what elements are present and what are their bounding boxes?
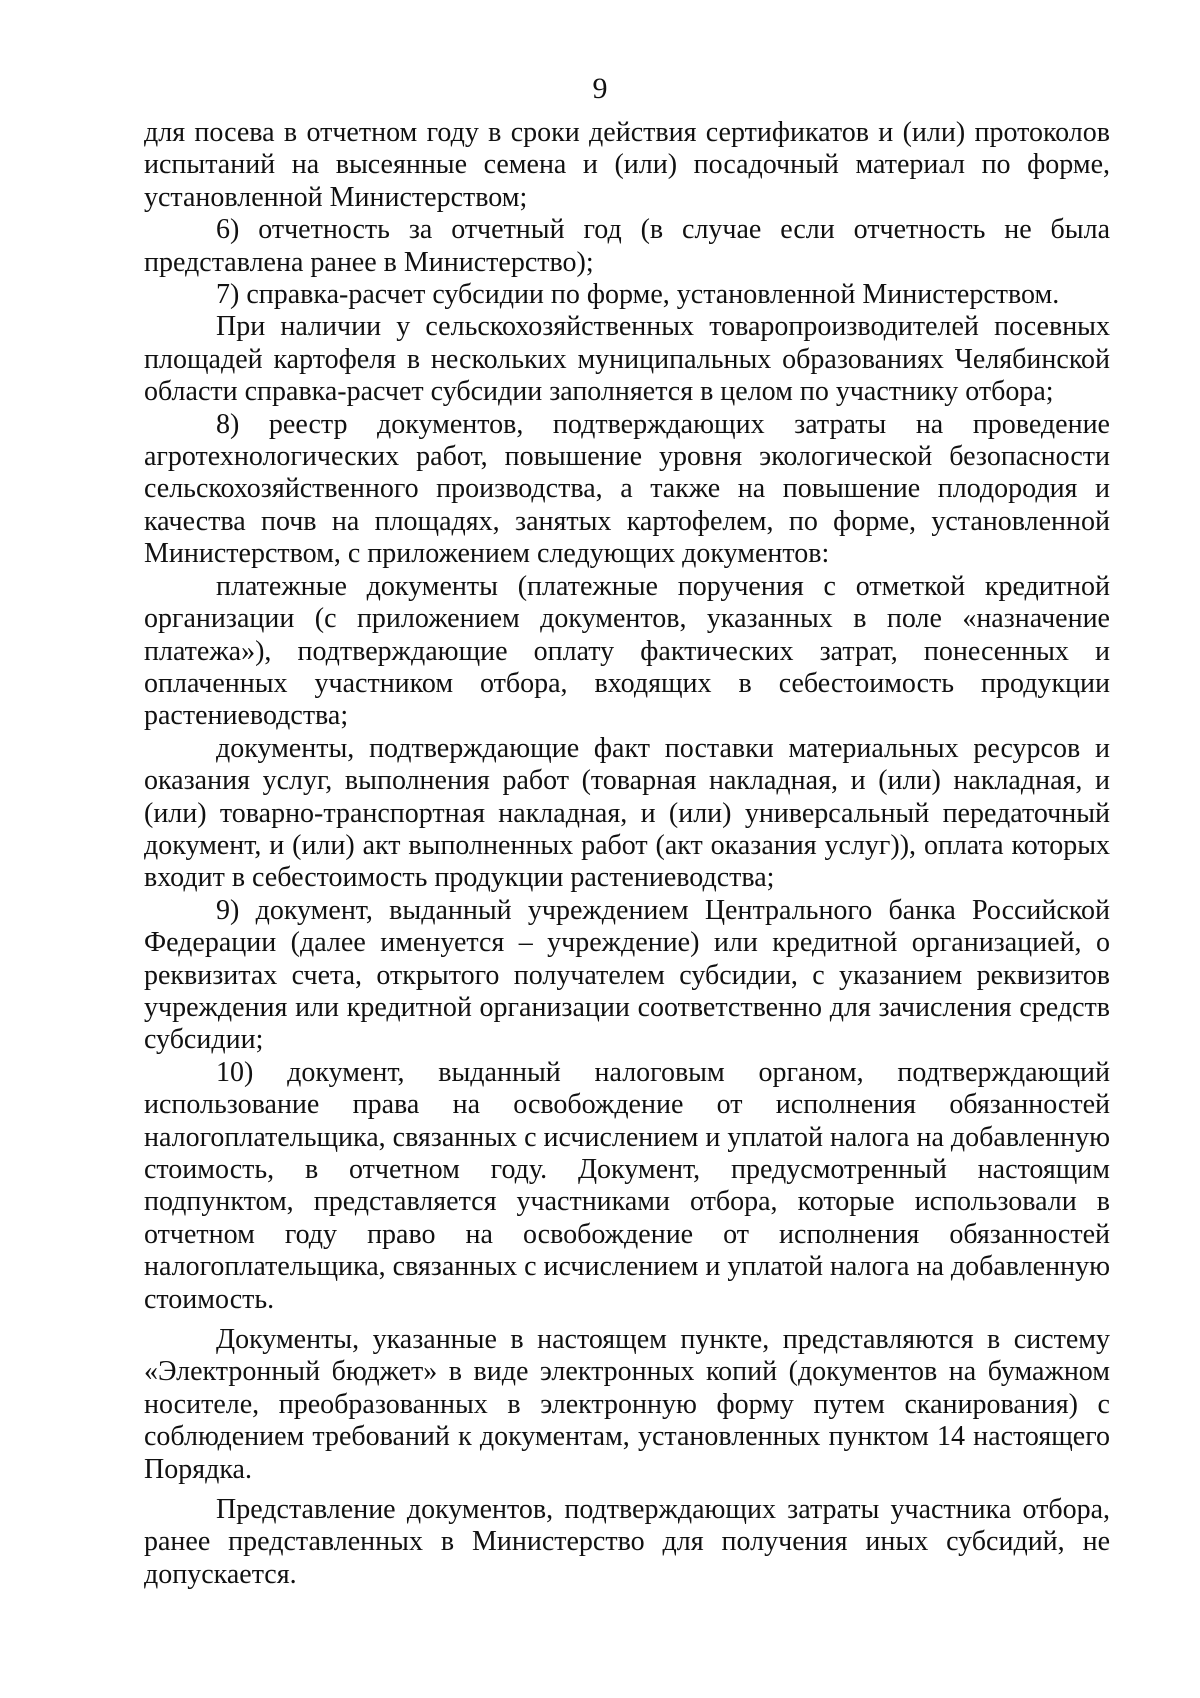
document-body (144, 117, 1110, 1591)
paragraph-item-6: 6) отчетность за отчетный год (в случае если отчетность не была представлена ранее в Министерство); (144, 214, 1110, 278)
paragraph-item-8: 8) реестр документов, подтверждающих затраты на проведение агротехнологических работ, повышение уровня экологической безопасности сельскохозяйственного производства, а также на повышение плодородия и качества почв на площадях, занятых картофелем, по форме, установленной Министерством, с приложением следующих документов: (144, 408, 1110, 570)
page-number: 9 (592, 72, 608, 105)
paragraph-payment-documents: платежные документы (платежные поручения с отметкой кредитной организации (с приложением документов, указанных в поле «назначение платежа»), подтверждающие оплату фактических затрат, понесенных и оплаченных участником отбора, входящих в себестоимость продукции растениеводства; (144, 570, 1110, 732)
paragraph-note-multiple-municipalities: При наличии у сельскохозяйственных товаропроизводителей посевных площадей картофеля в нескольких муниципальных образованиях Челябинской области справка-расчет субсидии заполняется в целом по участнику отбора; (144, 311, 1110, 408)
paragraph-continuation: для посева в отчетном году в сроки действия сертификатов и (или) протоколов испытаний на высеянные семена и (или) посадочный материал по форме, установленной Министерством; (144, 117, 1110, 213)
paragraph-delivery-documents: документы, подтверждающие факт поставки материальных ресурсов и оказания услуг, выполнения работ (товарная накладная, и (или) накладная, и (или) товарно-транспортная накладная, и (или) универсальный передаточный документ, и (или) акт выполненных работ (акт оказания услуг)), оплата которых входит в себестоимость продукции растениеводства; (144, 732, 1110, 894)
paragraph-item-10: 10) документ, выданный налоговым органом, подтверждающий использование права на освобождение от исполнения обязанностей налогоплательщика, связанных с исчислением и уплатой налога на добавленную стоимость, в отчетном году. Документ, предусмотренный настоящим подпунктом, представляется участниками отбора, которые использовали в отчетном году право на освобождение от исполнения обязанностей налогоплательщика, связанных с исчислением и уплатой налога на добавленную стоимость. (144, 1056, 1110, 1315)
paragraph-item-7: 7) справка-расчет субсидии по форме, установленной Министерством. (216, 279, 1060, 311)
paragraph-electronic-budget: Документы, указанные в настоящем пункте, представляются в систему «Электронный бюджет» в виде электронных копий (документов на бумажном носителе, преобразованных в электронную форму путем сканирования) с соблюдением требований к документам, установленных пунктом 14 настоящего Порядка. (144, 1324, 1110, 1485)
paragraph-item-9: 9) документ, выданный учреждением Центрального банка Российской Федерации (далее именуется – учреждение) или кредитной организацией, о реквизитах счета, открытого получателем субсидии, с указанием реквизитов учреждения или кредитной организации соответственно для зачисления средств субсидии; (144, 894, 1110, 1056)
paragraph-final-restriction: Представление документов, подтверждающих затраты участника отбора, ранее представленных в Министерство для получения иных субсидий, не допускается. (144, 1494, 1110, 1590)
